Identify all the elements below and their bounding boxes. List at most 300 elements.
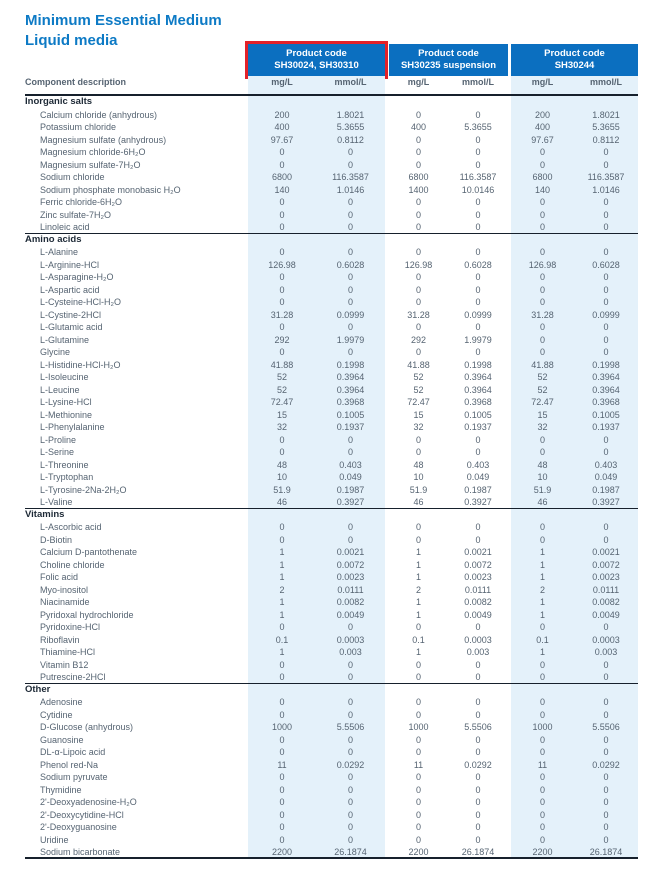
product-code-box-sh30244 — [511, 44, 638, 76]
value-cell: 0.3927 — [464, 497, 492, 507]
value-cell: 0 — [475, 709, 481, 720]
value-cell: 0.1937 — [464, 422, 492, 432]
component-name: D-Glucose (anhydrous) — [40, 722, 134, 732]
value-cell: 52 — [413, 384, 424, 395]
value-cell: 126.98 — [404, 259, 433, 270]
component-name: 2'-Deoxyguanosine — [40, 822, 117, 832]
section-header-row — [25, 509, 638, 522]
component-name: Pyridoxal hydrochloride — [40, 609, 134, 620]
empty-cell — [574, 96, 638, 109]
table-row — [25, 146, 638, 159]
component-name: 2'-Deoxyadenosine-H₂O — [40, 797, 137, 807]
value-cell: 0 — [511, 434, 574, 447]
table-row — [25, 109, 638, 122]
component-name: L-Glutamine — [40, 334, 90, 345]
value-cell: 15 — [413, 409, 424, 420]
value-cell: 2 — [415, 584, 421, 595]
table-row — [25, 159, 638, 172]
value-cell: 0 — [511, 621, 574, 634]
table-row — [25, 584, 638, 597]
empty-cell — [316, 509, 385, 522]
value-cell: 0.003 — [316, 646, 385, 659]
value-cell: 126.98 — [511, 259, 574, 272]
value-cell: 48 — [511, 459, 574, 472]
value-cell: 0 — [415, 247, 421, 257]
value-cell: 0 — [475, 834, 481, 845]
product-code-header-row — [25, 44, 638, 76]
component-name: L-Histidine-HCl-H₂O — [40, 359, 121, 370]
value-cell: 126.98 — [248, 259, 316, 272]
value-cell: 0.3964 — [316, 384, 385, 397]
value-cell: 0.1998 — [574, 359, 638, 372]
value-cell: 0.3968 — [464, 397, 492, 407]
value-cell: 0 — [415, 272, 421, 282]
table-row — [25, 609, 638, 622]
value-cell: 0 — [316, 209, 385, 222]
value-cell: 0 — [475, 534, 481, 545]
value-cell: 51.9 — [248, 484, 316, 497]
value-cell: 0.0072 — [574, 559, 638, 572]
value-cell: 0 — [316, 446, 385, 459]
value-cell: 1 — [511, 646, 574, 659]
value-cell: 0.0021 — [574, 546, 638, 559]
value-cell: 32 — [413, 422, 424, 432]
value-cell: 0 — [248, 434, 316, 447]
value-cell: 0.0111 — [574, 584, 638, 597]
value-cell: 0.3964 — [464, 372, 492, 382]
value-cell: 0 — [574, 159, 638, 172]
value-cell: 0 — [316, 296, 385, 309]
value-cell: 0 — [316, 771, 385, 784]
value-cell: 41.88 — [511, 359, 574, 372]
component-name: L-Alanine — [40, 247, 79, 257]
value-cell: 0 — [574, 696, 638, 709]
value-cell: 0 — [415, 159, 421, 170]
value-cell: 0 — [475, 322, 481, 332]
value-cell: 26.1874 — [461, 847, 495, 857]
value-cell: 0 — [415, 147, 421, 157]
value-cell: 140 — [248, 184, 316, 197]
value-cell: 0 — [248, 221, 316, 233]
empty-cell — [316, 684, 385, 697]
value-cell: 0 — [415, 209, 421, 220]
value-cell: 0 — [511, 221, 574, 233]
value-cell: 0 — [415, 222, 421, 232]
unit-header-mg-l: mg/L — [248, 76, 316, 94]
value-cell: 0 — [475, 272, 481, 282]
value-cell: 0.1987 — [464, 484, 492, 495]
component-name: D-Biotin — [40, 534, 73, 545]
value-cell: 0 — [511, 659, 574, 672]
value-cell: 52 — [248, 384, 316, 397]
product-code-value: SH30244 — [554, 60, 595, 71]
table-row — [25, 709, 638, 722]
value-cell: 1 — [248, 571, 316, 584]
empty-cell — [448, 234, 508, 247]
value-cell: 0 — [574, 321, 638, 334]
value-cell: 52 — [248, 371, 316, 384]
value-cell: 0 — [248, 659, 316, 672]
value-cell: 0 — [316, 621, 385, 634]
table-row — [25, 659, 638, 672]
value-cell: 1 — [248, 596, 316, 609]
value-cell: 0 — [574, 521, 638, 534]
value-cell: 0.0023 — [464, 572, 492, 582]
value-cell: 0 — [574, 821, 638, 834]
value-cell: 0 — [574, 246, 638, 259]
table-row — [25, 359, 638, 372]
value-cell: 0 — [574, 346, 638, 359]
table-row — [25, 346, 638, 359]
header-spacer — [25, 44, 248, 76]
component-name: L-Methionine — [40, 409, 93, 420]
value-cell: 0.049 — [466, 472, 490, 482]
component-name: Phenol red-Na — [40, 759, 99, 770]
value-cell: 0 — [415, 434, 421, 445]
value-cell: 0 — [511, 534, 574, 547]
table-row — [25, 734, 638, 747]
value-cell: 6800 — [408, 172, 429, 182]
value-cell: 0.1987 — [574, 484, 638, 497]
value-cell: 0 — [475, 734, 481, 745]
value-cell: 0 — [574, 659, 638, 672]
value-cell: 0 — [415, 747, 421, 757]
value-cell: 0 — [511, 784, 574, 797]
component-name: 2'-Deoxycytidine-HCl — [40, 809, 124, 820]
value-cell: 1 — [415, 572, 421, 582]
value-cell: 0 — [574, 709, 638, 722]
value-cell: 2200 — [511, 846, 574, 857]
value-cell: 0 — [475, 284, 481, 295]
value-cell: 0.1998 — [316, 359, 385, 372]
value-cell: 11 — [413, 759, 424, 770]
table-row — [25, 384, 638, 397]
table-row — [25, 421, 638, 434]
value-cell: 0 — [574, 796, 638, 809]
value-cell: 0.6028 — [316, 259, 385, 272]
value-cell: 0 — [316, 346, 385, 359]
value-cell: 0 — [248, 771, 316, 784]
component-name: Vitamin B12 — [40, 659, 89, 670]
value-cell: 0 — [511, 746, 574, 759]
table-row — [25, 471, 638, 484]
value-cell: 31.28 — [407, 309, 430, 320]
table-row — [25, 696, 638, 709]
value-cell: 0 — [415, 697, 421, 707]
value-cell: 5.5506 — [574, 721, 638, 734]
value-cell: 0.0082 — [316, 596, 385, 609]
table-row — [25, 484, 638, 497]
value-cell: 0 — [511, 809, 574, 822]
value-cell: 0 — [316, 271, 385, 284]
unit-header-mmol-l: mmol/L — [461, 77, 494, 87]
component-name: Niacinamide — [40, 597, 90, 607]
value-cell: 0 — [316, 709, 385, 722]
empty-cell — [389, 509, 448, 522]
value-cell: 0 — [475, 797, 481, 807]
component-name: Magnesium sulfate-7H₂O — [40, 159, 141, 170]
value-cell: 0.049 — [316, 471, 385, 484]
empty-cell — [511, 684, 574, 697]
value-cell: 0 — [511, 796, 574, 809]
value-cell: 0 — [415, 109, 421, 120]
value-cell: 0 — [316, 821, 385, 834]
component-name: Calcium chloride (anhydrous) — [40, 109, 158, 120]
table-row — [25, 809, 638, 822]
component-name: Magnesium chloride-6H₂O — [40, 147, 146, 157]
value-cell: 0.0999 — [316, 309, 385, 322]
value-cell: 32 — [248, 421, 316, 434]
value-cell: 0 — [248, 534, 316, 547]
value-cell: 0 — [415, 197, 421, 207]
value-cell: 2200 — [408, 847, 429, 857]
component-name: Adenosine — [40, 697, 83, 707]
value-cell: 0 — [316, 146, 385, 159]
table-row — [25, 721, 638, 734]
value-cell: 0 — [574, 221, 638, 233]
empty-cell — [574, 509, 638, 522]
value-cell: 0 — [475, 247, 481, 257]
value-cell: 0 — [415, 772, 421, 782]
value-cell: 0 — [475, 784, 481, 795]
table-row — [25, 771, 638, 784]
value-cell: 0.0111 — [464, 584, 492, 595]
value-cell: 0.3964 — [464, 384, 492, 395]
table-row — [25, 796, 638, 809]
value-cell: 0 — [511, 446, 574, 459]
value-cell: 0.0082 — [574, 596, 638, 609]
section-title: Vitamins — [25, 508, 65, 520]
value-cell: 1.8021 — [574, 109, 638, 122]
value-cell: 400 — [410, 122, 427, 132]
table-row — [25, 646, 638, 659]
value-cell: 0 — [574, 771, 638, 784]
component-name: L-Cysteine-HCl-H₂O — [40, 297, 122, 307]
value-cell: 0 — [248, 746, 316, 759]
value-cell: 0 — [574, 196, 638, 209]
empty-cell — [448, 509, 508, 522]
value-cell: 1 — [415, 547, 421, 557]
value-cell: 0 — [415, 734, 421, 745]
value-cell: 0 — [316, 196, 385, 209]
product-code-label: Product code — [544, 48, 605, 59]
value-cell: 0 — [574, 809, 638, 822]
value-cell: 1 — [415, 559, 421, 570]
value-cell: 0 — [574, 784, 638, 797]
value-cell: 0 — [415, 447, 421, 457]
value-cell: 26.1874 — [316, 846, 385, 857]
value-cell: 0 — [248, 734, 316, 747]
component-name: L-Serine — [40, 447, 75, 457]
value-cell: 0 — [475, 809, 481, 820]
value-cell: 0.1005 — [464, 409, 492, 420]
section-header-row — [25, 684, 638, 697]
value-cell: 32 — [511, 421, 574, 434]
value-cell: 0.0082 — [464, 597, 492, 607]
table-body — [25, 96, 638, 859]
value-cell: 11 — [248, 759, 316, 772]
value-cell: 1 — [511, 571, 574, 584]
value-cell: 0 — [415, 784, 421, 795]
product-code-value: SH30024, SH30310 — [274, 60, 359, 71]
value-cell: 0 — [475, 209, 481, 220]
value-cell: 0 — [248, 821, 316, 834]
component-name: Cytidine — [40, 709, 73, 720]
component-name: L-Cystine-2HCl — [40, 309, 102, 320]
value-cell: 0.1005 — [316, 409, 385, 422]
table-row — [25, 196, 638, 209]
value-cell: 116.3587 — [574, 171, 638, 184]
value-cell: 51.9 — [511, 484, 574, 497]
value-cell: 0 — [248, 271, 316, 284]
value-cell: 2200 — [248, 846, 316, 857]
value-cell: 0 — [574, 834, 638, 847]
value-cell: 0 — [475, 297, 481, 307]
value-cell: 0 — [248, 696, 316, 709]
component-name: L-Tryptophan — [40, 472, 94, 482]
value-cell: 0 — [316, 521, 385, 534]
value-cell: 1.8021 — [316, 109, 385, 122]
value-cell: 1 — [511, 546, 574, 559]
value-cell: 0 — [316, 734, 385, 747]
value-cell: 97.67 — [248, 134, 316, 147]
component-name: L-Isoleucine — [40, 372, 89, 382]
component-name: L-Aspartic acid — [40, 284, 100, 295]
component-name: Folic acid — [40, 572, 79, 582]
value-cell: 0 — [316, 696, 385, 709]
value-cell: 0 — [316, 321, 385, 334]
value-cell: 0 — [574, 434, 638, 447]
value-cell: 0.6028 — [574, 259, 638, 272]
empty-cell — [574, 234, 638, 247]
component-name: Guanosine — [40, 734, 84, 745]
value-cell: 0 — [415, 822, 421, 832]
value-cell: 72.47 — [407, 397, 430, 407]
value-cell: 1400 — [408, 184, 429, 195]
section-title: Amino acids — [25, 233, 82, 245]
product-code-box-sh30024-sh30310 — [248, 44, 385, 76]
value-cell: 0 — [475, 697, 481, 707]
value-cell: 46 — [413, 497, 424, 507]
component-description-header: Component description — [25, 77, 126, 87]
table-row — [25, 834, 638, 847]
table-row — [25, 296, 638, 309]
value-cell: 0.403 — [316, 459, 385, 472]
value-cell: 10 — [248, 471, 316, 484]
value-cell: 0.3968 — [574, 396, 638, 409]
component-name: Sodium phosphate monobasic H₂O — [40, 184, 181, 195]
value-cell: 0 — [415, 134, 421, 145]
component-name: L-Valine — [40, 497, 73, 507]
value-cell: 0 — [511, 821, 574, 834]
value-cell: 46 — [248, 496, 316, 508]
empty-cell — [511, 96, 574, 109]
component-name: Choline chloride — [40, 559, 105, 570]
value-cell: 0.0111 — [316, 584, 385, 597]
value-cell: 0 — [574, 621, 638, 634]
product-code-value: SH30235 suspension — [400, 60, 497, 71]
value-cell: 0 — [511, 346, 574, 359]
value-cell: 0.0049 — [464, 609, 492, 620]
value-cell: 0 — [574, 671, 638, 683]
value-cell: 0 — [316, 434, 385, 447]
value-cell: 0 — [316, 796, 385, 809]
value-cell: 0 — [248, 296, 316, 309]
value-cell: 0 — [511, 521, 574, 534]
value-cell: 1 — [511, 559, 574, 572]
value-cell: 0 — [248, 709, 316, 722]
value-cell: 0 — [316, 809, 385, 822]
component-name: Pyridoxine-HCl — [40, 622, 101, 632]
value-cell: 1000 — [511, 721, 574, 734]
section-title: Other — [25, 683, 51, 695]
component-name: Calcium D-pantothenate — [40, 547, 138, 557]
table-row — [25, 209, 638, 222]
component-name: L-Ascorbic acid — [40, 522, 102, 532]
value-cell: 0 — [248, 671, 316, 683]
value-cell: 72.47 — [248, 396, 316, 409]
component-name: Thymidine — [40, 784, 82, 795]
value-cell: 2 — [248, 584, 316, 597]
value-cell: 400 — [511, 121, 574, 134]
component-name: L-Phenylalanine — [40, 422, 105, 432]
value-cell: 400 — [248, 121, 316, 134]
value-cell: 0.0292 — [316, 759, 385, 772]
value-cell: 0.0021 — [316, 546, 385, 559]
table-row — [25, 334, 638, 347]
table-row — [25, 821, 638, 834]
value-cell: 2 — [511, 584, 574, 597]
value-cell: 0.1937 — [574, 421, 638, 434]
value-cell: 0 — [248, 796, 316, 809]
value-cell: 1.0146 — [316, 184, 385, 197]
value-cell: 0 — [415, 659, 421, 670]
title-line-1: Minimum Essential Medium — [25, 12, 222, 29]
value-cell: 0.003 — [466, 647, 490, 657]
column-header-row — [25, 76, 638, 96]
value-cell: 0 — [415, 522, 421, 532]
value-cell: 0.8112 — [574, 134, 638, 147]
product-code-label: Product code — [286, 48, 347, 59]
value-cell: 0 — [415, 797, 421, 807]
value-cell: 0.1 — [511, 634, 574, 647]
value-cell: 0 — [248, 834, 316, 847]
value-cell: 0 — [475, 147, 481, 157]
value-cell: 1.9979 — [316, 334, 385, 347]
value-cell: 0 — [248, 809, 316, 822]
unit-header-mmol-l: mmol/L — [316, 76, 385, 94]
value-cell: 5.5506 — [464, 722, 492, 732]
value-cell: 0 — [316, 671, 385, 683]
value-cell: 0.0003 — [464, 634, 492, 645]
component-name: Uridine — [40, 834, 69, 845]
value-cell: 116.3587 — [459, 172, 497, 182]
value-cell: 0 — [475, 747, 481, 757]
value-cell: 0 — [511, 696, 574, 709]
value-cell: 0.403 — [466, 459, 490, 470]
value-cell: 0 — [574, 209, 638, 222]
value-cell: 51.9 — [409, 484, 428, 495]
value-cell: 0 — [248, 784, 316, 797]
value-cell: 5.3655 — [574, 121, 638, 134]
value-cell: 0 — [475, 159, 481, 170]
table-row — [25, 671, 638, 684]
value-cell: 0 — [574, 446, 638, 459]
value-cell: 0.1937 — [316, 421, 385, 434]
value-cell: 0.0049 — [574, 609, 638, 622]
value-cell: 0.0072 — [316, 559, 385, 572]
value-cell: 1 — [415, 647, 421, 657]
